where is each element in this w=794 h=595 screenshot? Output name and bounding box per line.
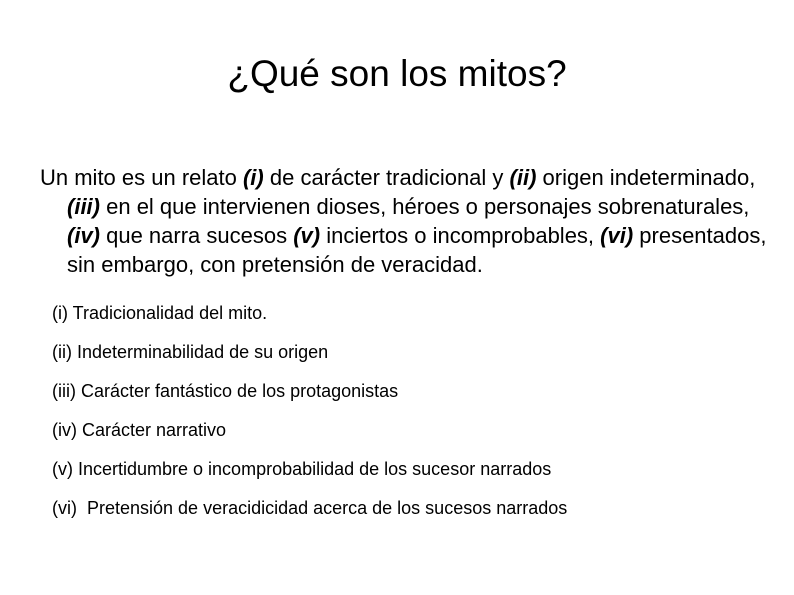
marker-i: (i): [242, 165, 264, 190]
characteristics-list: [52, 302, 772, 536]
list-item: (i) Tradicionalidad del mito.: [52, 303, 268, 323]
slide-title: ¿Qué son los mitos?: [227, 53, 567, 94]
list-item: (iv) Carácter narrativo: [52, 420, 227, 440]
marker-vi: (vi): [600, 223, 634, 248]
marker-ii: (ii): [509, 165, 537, 190]
list-item: (ii) Indeterminabilidad de su origen: [52, 342, 329, 362]
list-item: (v) Incertidumbre o incomprobabilidad de los sucesor narrados: [52, 459, 552, 479]
marker-iii: (iii): [67, 194, 100, 219]
list-item: (vi) Pretensión de veracidicidad acerca de los sucesos narrados: [52, 498, 568, 518]
paragraph-text: inciertos o incomprobables,: [320, 223, 601, 248]
paragraph-text: origen indeterminado,: [536, 165, 756, 190]
paragraph-text: de carácter tradicional y: [263, 165, 510, 190]
paragraph-text: en el que intervienen dioses, héroes o personajes sobrenaturales,: [100, 194, 750, 219]
paragraph-text: Un mito es un relato: [40, 165, 243, 190]
paragraph-text: presentados, sin embargo, con pretensión de veracidad.: [67, 223, 767, 277]
marker-iv: (iv): [67, 223, 100, 248]
paragraph-text: que narra sucesos: [100, 223, 294, 248]
marker-v: (v): [293, 223, 321, 248]
list-item: (iii) Carácter fantástico de los protagonistas: [52, 381, 399, 401]
definition-paragraph: [40, 163, 787, 279]
